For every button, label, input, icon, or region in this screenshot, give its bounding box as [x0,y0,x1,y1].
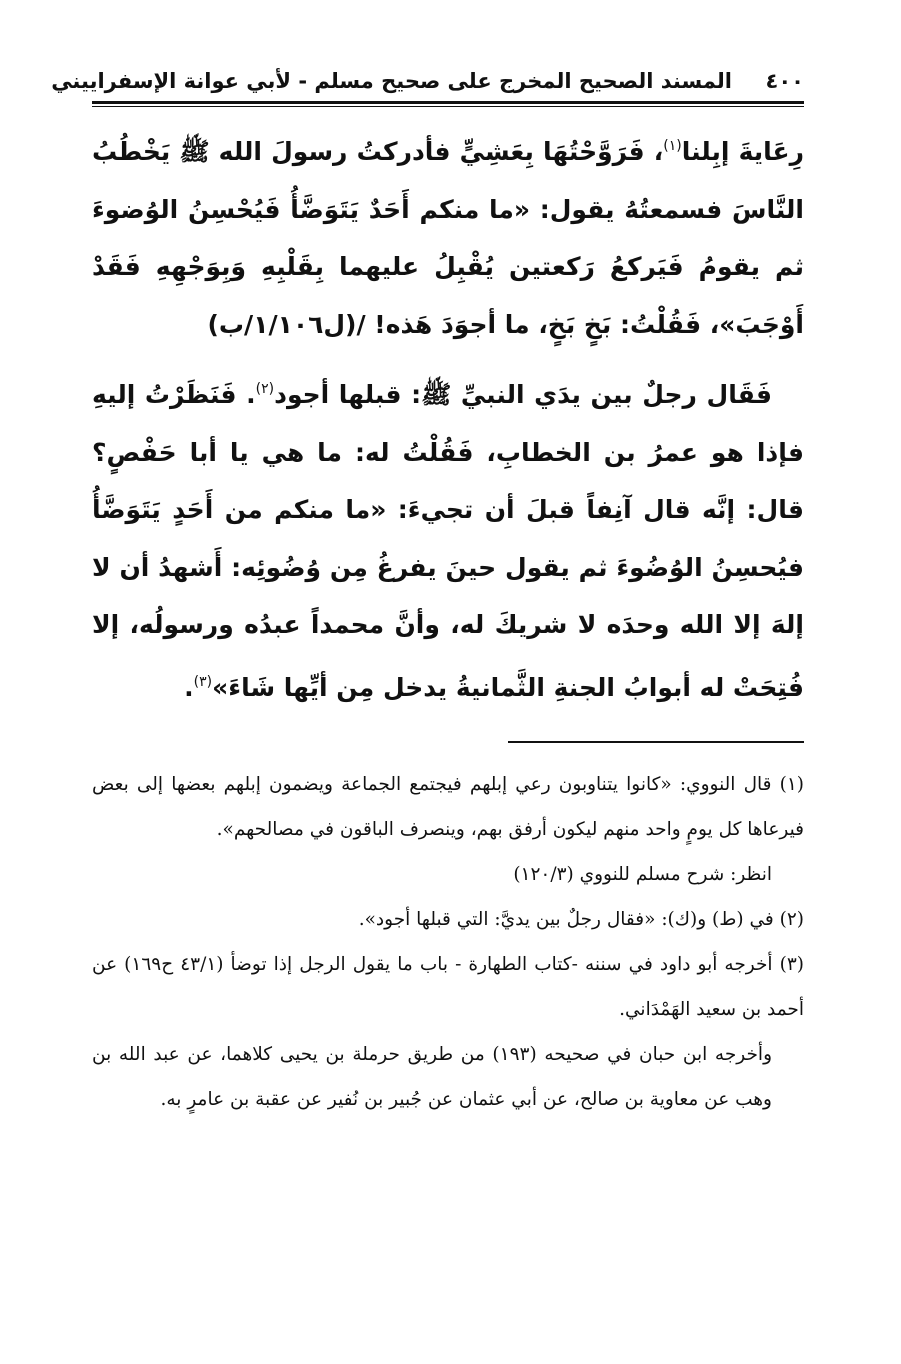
footnote-3-continued: وأخرجه ابن حبان في صحيحه (١٩٣) من طريق حرملة بن يحيى كلاهما، عن عبد الله بن وهب عن معاوية بن صالح، عن أبي عثمان عن جُبير بن نُفير عن عقبة بن عامرٍ به. [92,1044,773,1110]
paragraph-2-end: . [184,672,194,702]
footnote-ref-1: (١) [663,138,682,154]
paragraph-1 [92,118,804,353]
page-number: ٤٠٠ [765,69,804,93]
footnote-2: (٢) في (ط) و(ك): «فقال رجلٌ بين يديَّ: التي قبلها أجود». [358,909,804,930]
paragraph-1-start: رِعَايةَ إبِلنا [681,137,804,166]
footnote-1-source: انظر: شرح مسلم للنووي (١٢٠/٣) [513,864,772,885]
footnote-ref-2: (٢) [255,381,275,397]
paragraph-2-rest: . فَنَظَرْتُ إليهِ فإذا هو عمرُ بن الخطابِ، فَقُلْتُ له: ما هي يا أبا حَفْصٍ؟ قال: إنَّه قال آنِفاً قبلَ أن تجيءَ: «ما منكم من أَحَدٍ يَتَوَضَّأُ فيُحسِنُ الوُضُوءَ ثم يقول حينَ يفرغُ مِن وُضُوئِه: أَشهدُ أن لا إلهَ إلا الله وحدَه لا شريكَ له، وأنَّ محمداً عبدُه ورسولُه، إلا فُتِحَتْ له أبوابُ الجنةِ الثَّمانيةُ يدخل مِن أيِّها شَاءَ» [92,380,804,702]
footnote-3: (٣) أخرجه أبو داود في سننه -كتاب الطهارة - باب ما يقول الرجل إذا توضأ (٤٣/١ ح١٦٩) عن أحمد بن سعيد الهَمْدَاني. [92,954,804,1020]
paragraph-2-start: فَقَال رجلٌ بين يدَي النبيِّ ﷺ: قبلها أجود [274,380,772,409]
page-header [51,64,804,98]
header-rule [92,101,804,104]
paragraph-2 [92,361,804,716]
footnote-separator [508,741,804,743]
running-title: المسند الصحيح المخرج على صحيح مسلم - لأبي عوانة الإسفراييني [51,69,732,93]
header-rule-thin [92,106,804,107]
footnote-ref-3: (٣) [193,673,213,690]
footnotes [92,762,804,1122]
main-text [92,118,804,716]
footnote-1: (١) قال النووي: «كانوا يتناوبون رعي إبلهم فيجتمع الجماعة ويضمون إبلهم بعضها إلى بعض فيرعاها كل يومٍ واحد منهم ليكون أرفق بهم، وينصرف الباقون في مصالحهم». [92,774,804,840]
paragraph-1-rest: ، فَرَوَّحْتُهَا بِعَشِيٍّ فأدركتُ رسولَ الله ﷺ يَخْطُبُ النَّاسَ فسمعتُهُ يقول: «ما منكم أَحَدٌ يَتَوَضَّأُ فَيُحْسِنُ الوُضوءَ ثم يقومُ فَيَركعُ رَكعتين يُقْبِلُ عليهما بِقَلْبِهِ وَبِوَجْهِهِ فَقَدْ أَوْجَبَ»، فَقُلْتُ: بَخٍ بَخٍ، ما أجوَدَ هَذه! /(ل١/١٠٦/ب) [92,137,804,339]
